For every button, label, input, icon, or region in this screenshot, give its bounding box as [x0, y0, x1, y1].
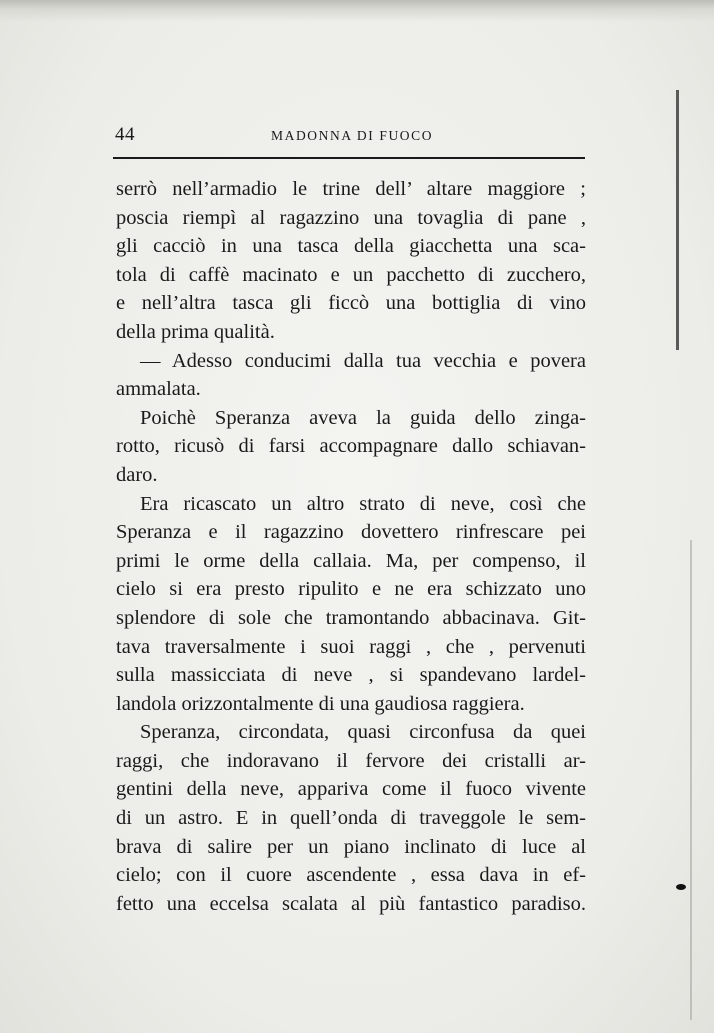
text-line: — Adesso conducimi dalla tua vecchia e povera [140, 349, 586, 372]
text-line: raggi, che indoravano il fervore dei cristalli ar- [116, 749, 586, 772]
text-line: ammalata. [116, 378, 201, 401]
text-line: fetto una eccelsa scalata al più fantastico paradiso. [116, 892, 586, 915]
page-header [115, 124, 585, 148]
text-line: serrò nell’armadio le trine dell’ altare maggiore ; [116, 178, 586, 200]
page-edge-mark-lower [690, 540, 692, 1020]
text-line: cielo si era presto ripulito e ne era schizzato uno [116, 578, 586, 601]
running-title: MADONNA DI FUOCO [271, 128, 434, 143]
text-line: primi le orme della callaia. Ma, per compenso, il [116, 549, 586, 572]
text-line: cielo; con il cuore ascendente , essa dava in ef- [116, 864, 586, 887]
scan-top-shadow [0, 0, 714, 22]
text-line: daro. [116, 463, 158, 486]
text-line: Poichè Speranza aveva la guida dello zinga- [140, 406, 586, 429]
text-line: e nell’altra tasca gli ficcò una bottiglia di vino [116, 292, 586, 315]
header-rule [113, 157, 585, 159]
text-line: sulla massicciata di neve , si spandevano lardel- [116, 664, 586, 687]
text-line: tola di caffè macinato e un pacchetto di zucchero, [116, 263, 586, 286]
text-line: splendore di sole che tramontando abbacinava. Git- [116, 606, 586, 629]
body-text [116, 175, 586, 918]
page-edge-mark [676, 90, 679, 350]
text-line: brava di salire per un piano inclinato di luce al [116, 835, 586, 858]
text-line: landola orizzontalmente di una gaudiosa raggiera. [116, 692, 525, 715]
text-line: di un astro. E in quell’onda di traveggole le sem- [116, 807, 586, 830]
text-line: rotto, ricusò di farsi accompagnare dallo schiavan- [116, 435, 586, 458]
text-line: della prima qualità. [116, 320, 275, 343]
text-line: poscia riempì al ragazzino una tovaglia di pane , [116, 206, 586, 229]
text-line: Era ricascato un altro strato di neve, così che [140, 492, 586, 515]
page-number: 44 [115, 124, 135, 145]
ink-spot [676, 884, 686, 890]
text-line: tava traversalmente i suoi raggi , che , pervenuti [116, 635, 586, 658]
text-line: gli cacciò in una tasca della giacchetta una sca- [116, 235, 586, 258]
text-line: Speranza, circondata, quasi circonfusa da quei [140, 721, 586, 744]
text-line: gentini della neve, appariva come il fuoco vivente [116, 778, 586, 801]
text-line: Speranza e il ragazzino dovettero rinfrescare pei [116, 521, 586, 544]
